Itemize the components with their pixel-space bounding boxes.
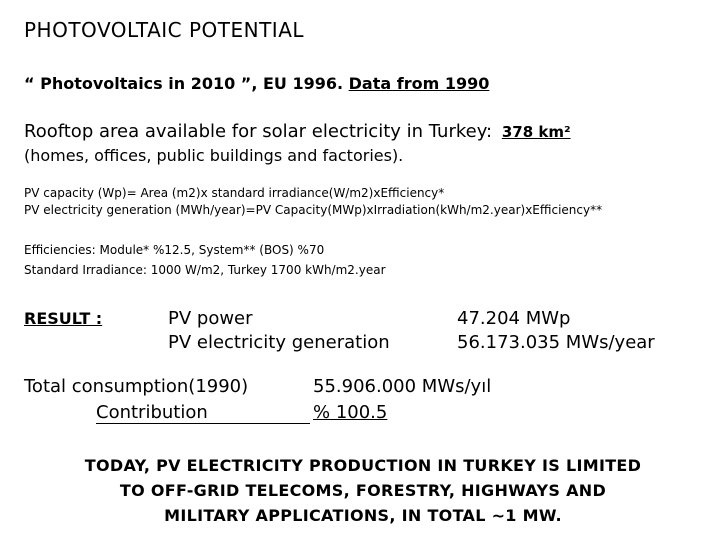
pv-generation-label: PV electricity generation [168, 332, 390, 353]
conclusion-line: MILITARY APPLICATIONS, IN TOTAL ~1 MW. [164, 506, 562, 525]
result-label: RESULT : [24, 309, 103, 328]
total-consumption-label: Total consumption(1990) [24, 376, 249, 397]
page-title: PHOTOVOLTAIC POTENTIAL [24, 18, 305, 42]
rooftop-area-line [24, 123, 571, 141]
conclusion-line: TODAY, PV ELECTRICITY PRODUCTION IN TURKEY IS LIMITED [84, 456, 642, 475]
irradiance-line: Standard Irradiance: 1000 W/m2, Turkey 1700 kWh/m2.year [24, 263, 386, 277]
source-citation [24, 76, 489, 92]
source-text: “ Photovoltaics in 2010 ”, EU 1996. [24, 74, 349, 93]
pv-power-label: PV power [168, 308, 253, 329]
rooftop-area-value: 378 km² [501, 123, 571, 141]
contribution-label: Contribution [96, 404, 310, 424]
conclusion-line: TO OFF-GRID TELECOMS, FORESTRY, HIGHWAYS AND [119, 481, 607, 500]
pv-generation-value: 56.173.035 MWs/year [457, 332, 655, 353]
rooftop-note: (homes, offices, public buildings and factories). [24, 146, 404, 165]
contribution-value: % 100.5 [313, 402, 388, 423]
rooftop-text: Rooftop area available for solar electricity in Turkey: [24, 121, 498, 142]
pv-generation-formula: PV electricity generation (MWh/year)=PV Capacity(MWp)xIrradiation(kWh/m2.year)xEfficiency** [24, 203, 603, 217]
data-year-note: Data from 1990 [348, 74, 490, 93]
total-consumption-value: 55.906.000 MWs/yıl [313, 376, 492, 397]
conclusion-text [0, 453, 720, 528]
efficiencies-line: Efficiencies: Module* %12.5, System** (BOS) %70 [24, 243, 325, 257]
pv-capacity-formula: PV capacity (Wp)= Area (m2)x standard irradiance(W/m2)xEfficiency* [24, 186, 445, 200]
pv-power-value: 47.204 MWp [457, 308, 571, 329]
